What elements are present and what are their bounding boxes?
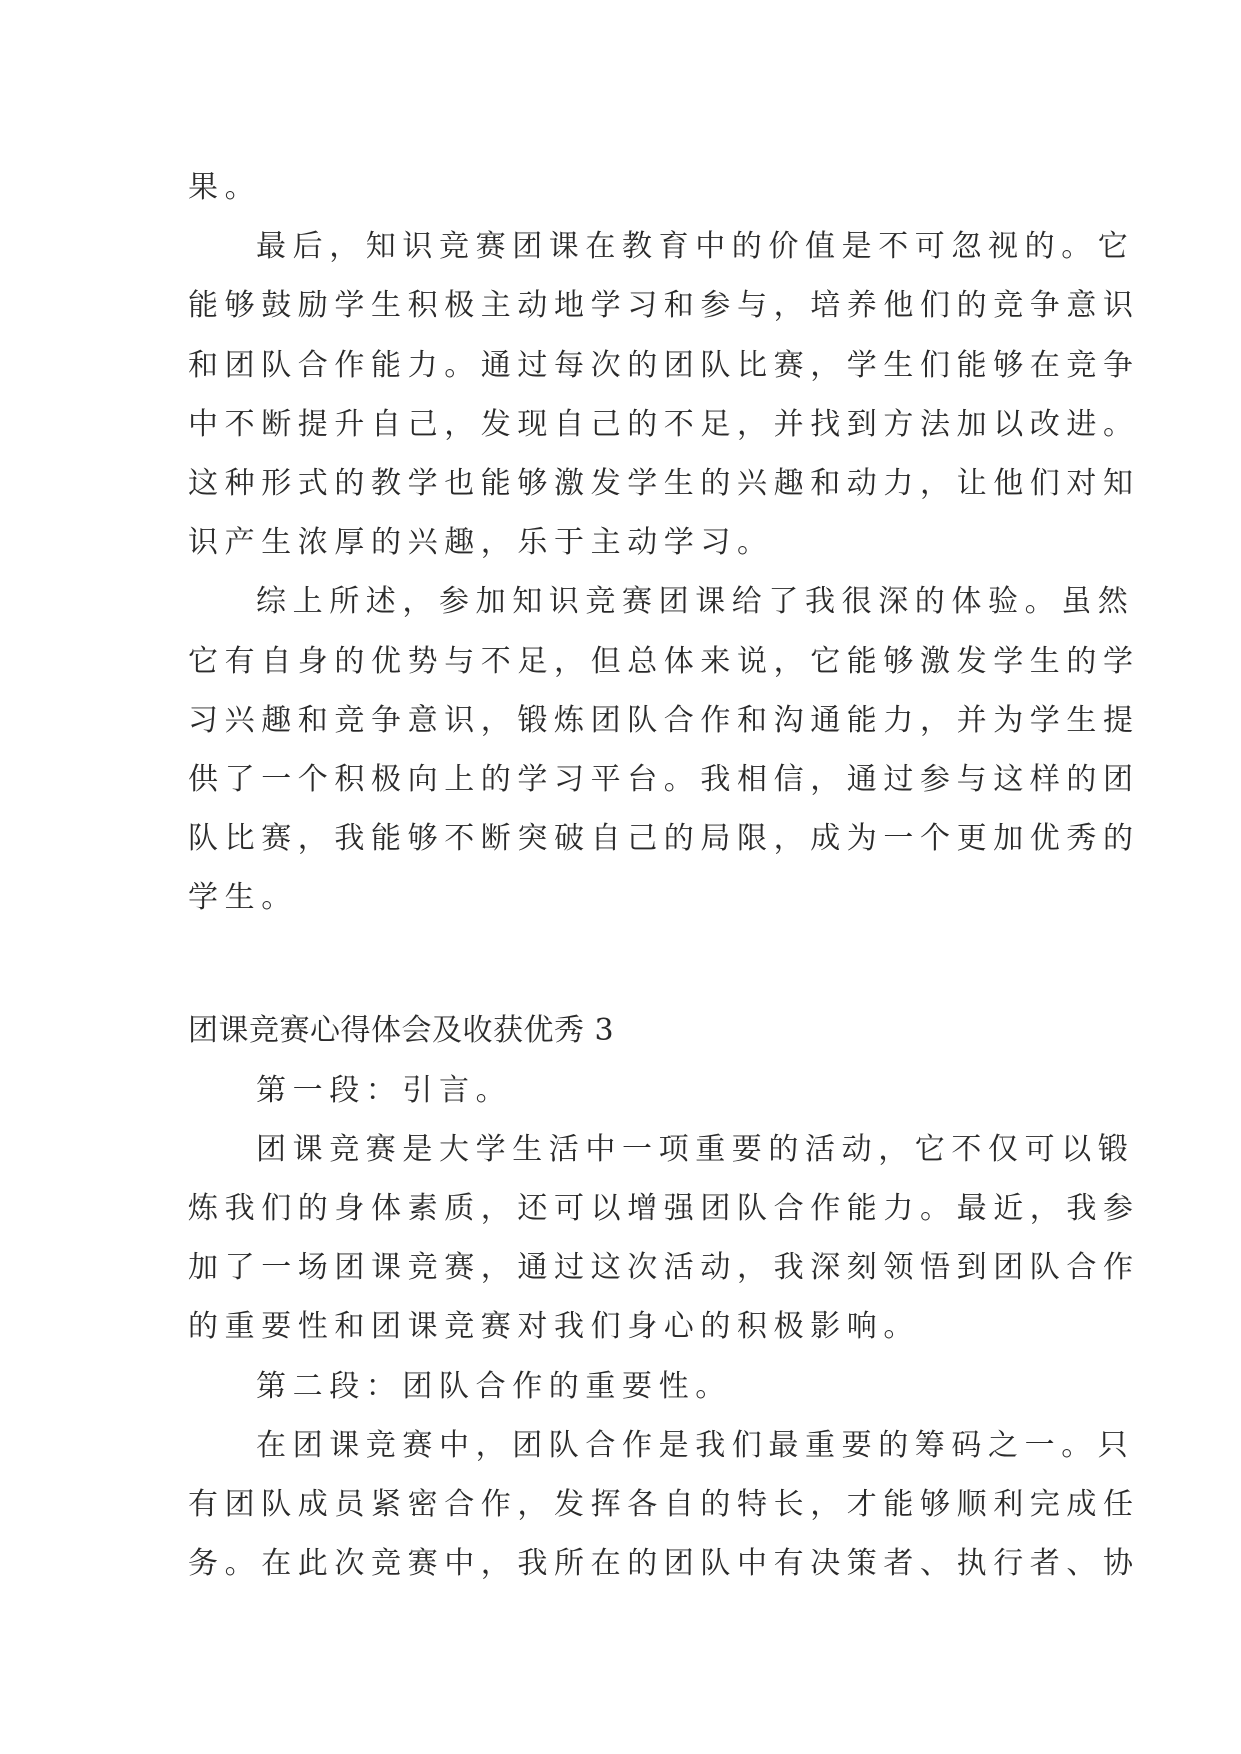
text-line: 最后，知识竞赛团课在教育中的价值是不可忽视的。它: [256, 229, 1135, 265]
paragraph-teamwork: [188, 1416, 1140, 1594]
section-title: 团课竞赛心得体会及收获优秀 3: [188, 1013, 615, 1049]
text-line: 队比赛，我能够不断突破自己的局限，成为一个更加优秀的: [188, 821, 1140, 857]
text-line: 加了一场团课竞赛，通过这次活动，我深刻领悟到团队合作: [188, 1250, 1140, 1286]
paragraph-finally: [188, 217, 1140, 572]
text-line: 第一段：引言。: [256, 1072, 513, 1108]
text-line: 识产生浓厚的兴趣，乐于主动学习。: [188, 525, 774, 561]
section-heading-intro: [188, 1061, 1068, 1120]
text-line: 供了一个积极向上的学习平台。我相信，通过参与这样的团: [188, 761, 1140, 797]
text-line: 第二段：团队合作的重要性。: [256, 1368, 732, 1404]
section-heading-teamwork: [188, 1357, 1068, 1416]
paragraph-intro: [188, 1120, 1140, 1357]
text-line: 能够鼓励学生积极主动地学习和参与，培养他们的竞争意识: [188, 288, 1140, 324]
document-body: [188, 158, 1140, 1593]
text-line: 综上所述，参加知识竞赛团课给了我很深的体验。虽然: [256, 584, 1135, 620]
text-line: 这种形式的教学也能够激发学生的兴趣和动力，让他们对知: [188, 465, 1140, 501]
text-line: 在团课竞赛中，团队合作是我们最重要的筹码之一。只: [256, 1427, 1135, 1463]
text-line: 中不断提升自己，发现自己的不足，并找到方法加以改进。: [188, 406, 1140, 442]
text-line: 和团队合作能力。通过每次的团队比赛，学生们能够在竞争: [188, 347, 1140, 383]
text-line: 务。在此次竞赛中，我所在的团队中有决策者、执行者、协: [188, 1546, 1140, 1582]
paragraph-continuation: [188, 158, 1068, 217]
paragraph-summary: [188, 572, 1140, 927]
text-line: 团课竞赛是大学生活中一项重要的活动，它不仅可以锻: [256, 1131, 1135, 1167]
text-line: 学生。: [188, 880, 298, 916]
text-line: 习兴趣和竞争意识，锻炼团队合作和沟通能力，并为学生提: [188, 702, 1140, 738]
text-line: 它有自身的优势与不足，但总体来说，它能够激发学生的学: [188, 643, 1140, 679]
text-line: 的重要性和团课竞赛对我们身心的积极影响。: [188, 1309, 920, 1345]
text-line: 果。: [188, 170, 262, 205]
text-line: 炼我们的身体素质，还可以增强团队合作能力。最近，我参: [188, 1191, 1140, 1226]
text-line: 有团队成员紧密合作，发挥各自的特长，才能够顺利完成任: [188, 1486, 1140, 1522]
